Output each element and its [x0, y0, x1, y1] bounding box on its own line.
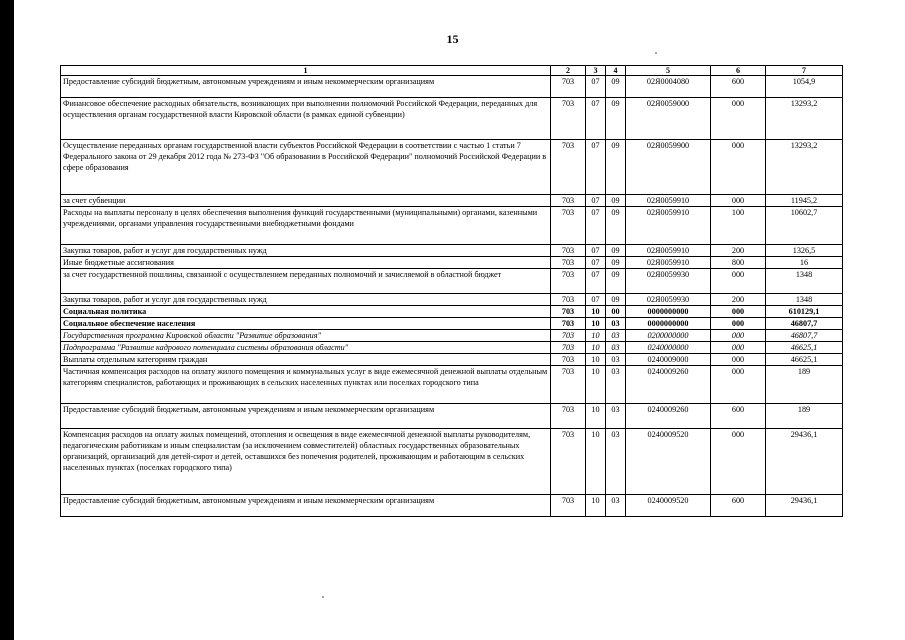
table-row	[61, 330, 843, 342]
section-code-cell: 10	[586, 354, 606, 366]
subsection-code-cell: 03	[606, 404, 626, 429]
row-description: Иные бюджетные ассигнования	[61, 257, 551, 269]
ministry-code-cell: 703	[551, 195, 586, 207]
section-code-cell: 10	[586, 318, 606, 330]
row-description: Частичная компенсация расходов на оплату жилого помещения и коммунальных услуг в виде ежемесячной денежной выплаты отдельным категориям специалистов, работающих и проживающих в сельских населенных пунктах или поселках городского типа	[61, 366, 551, 404]
target-article-cell: 02Я0059930	[626, 294, 711, 306]
row-description: Закупка товаров, работ и услуг для государственных нужд	[61, 245, 551, 257]
amount-cell: 1348	[766, 269, 843, 294]
target-article-cell: 0240009520	[626, 429, 711, 495]
section-code-cell: 10	[586, 342, 606, 354]
ministry-code-cell: 703	[551, 366, 586, 404]
ministry-code-cell: 703	[551, 354, 586, 366]
expense-type-cell: 000	[711, 318, 766, 330]
target-article-cell: 0240009520	[626, 495, 711, 517]
target-article-cell: 0200000000	[626, 330, 711, 342]
row-description: Социальное обеспечение населения	[61, 318, 551, 330]
target-article-cell: 0240009260	[626, 404, 711, 429]
section-code-cell: 07	[586, 207, 606, 245]
row-description: Финансовое обеспечение расходных обязательств, возникающих при выполнении полномочий Российской Федерации, переданных для осуществления органам государственной власти Кировской области (в рамках единой субвенции)	[61, 98, 551, 140]
expense-type-cell: 100	[711, 207, 766, 245]
subsection-code-cell: 09	[606, 76, 626, 98]
row-description: Подпрограмма "Развитие кадрового потенциала системы образования области"	[61, 342, 551, 354]
ministry-code-cell: 703	[551, 140, 586, 195]
expense-type-cell: 800	[711, 257, 766, 269]
subsection-code-cell: 09	[606, 207, 626, 245]
expense-type-cell: 600	[711, 404, 766, 429]
ministry-code-cell: 703	[551, 257, 586, 269]
target-article-cell: 0000000000	[626, 306, 711, 318]
subsection-code-cell: 03	[606, 342, 626, 354]
row-description: Закупка товаров, работ и услуг для государственных нужд	[61, 294, 551, 306]
table-row	[61, 404, 843, 429]
target-article-cell: 02Я0059000	[626, 98, 711, 140]
expense-type-cell: 000	[711, 140, 766, 195]
section-code-cell: 07	[586, 294, 606, 306]
expense-type-cell: 000	[711, 429, 766, 495]
amount-cell: 29436,1	[766, 429, 843, 495]
subsection-code-cell: 03	[606, 330, 626, 342]
subsection-code-cell: 03	[606, 429, 626, 495]
header-cell: 4	[606, 66, 626, 76]
page-number: 15	[446, 32, 459, 46]
row-description: Расходы на выплаты персоналу в целях обеспечения выполнения функций государственными (муниципальными) органами, казенными учреждениями, органами управления государственными внебюджетными фондами	[61, 207, 551, 245]
subsection-code-cell: 03	[606, 354, 626, 366]
scan-speck	[655, 52, 657, 54]
table-row	[61, 257, 843, 269]
row-description: Предоставление субсидий бюджетным, автономным учреждениям и иным некоммерческим организациям	[61, 76, 551, 98]
ministry-code-cell: 703	[551, 318, 586, 330]
target-article-cell: 02Я0059910	[626, 207, 711, 245]
header-cell: 6	[711, 66, 766, 76]
ministry-code-cell: 703	[551, 342, 586, 354]
expense-type-cell: 600	[711, 495, 766, 517]
table-row	[61, 366, 843, 404]
subsection-code-cell: 03	[606, 495, 626, 517]
target-article-cell: 02Я0059910	[626, 195, 711, 207]
header-cell: 7	[766, 66, 843, 76]
subsection-code-cell: 09	[606, 140, 626, 195]
table-row	[61, 98, 843, 140]
target-article-cell: 02Я0059930	[626, 269, 711, 294]
amount-cell: 189	[766, 404, 843, 429]
row-description: Предоставление субсидий бюджетным, автономным учреждениям и иным некоммерческим организациям	[61, 495, 551, 517]
subsection-code-cell: 09	[606, 98, 626, 140]
subsection-code-cell: 03	[606, 318, 626, 330]
table-row	[61, 342, 843, 354]
amount-cell: 1348	[766, 294, 843, 306]
table-row	[61, 269, 843, 294]
target-article-cell: 02Я0004080	[626, 76, 711, 98]
table-row	[61, 429, 843, 495]
row-description: Выплаты отдельным категориям граждан	[61, 354, 551, 366]
ministry-code-cell: 703	[551, 294, 586, 306]
row-description: за счет субвенции	[61, 195, 551, 207]
section-code-cell: 10	[586, 404, 606, 429]
ministry-code-cell: 703	[551, 207, 586, 245]
expense-type-cell: 200	[711, 294, 766, 306]
amount-cell: 46625,1	[766, 342, 843, 354]
ministry-code-cell: 703	[551, 98, 586, 140]
section-code-cell: 07	[586, 98, 606, 140]
table-row	[61, 195, 843, 207]
table-row	[61, 318, 843, 330]
amount-cell: 46807,7	[766, 330, 843, 342]
target-article-cell: 02Я0059910	[626, 257, 711, 269]
table-row	[61, 354, 843, 366]
amount-cell: 610129,1	[766, 306, 843, 318]
target-article-cell: 0240009000	[626, 354, 711, 366]
section-code-cell: 10	[586, 306, 606, 318]
target-article-cell: 0240000000	[626, 342, 711, 354]
amount-cell: 46625,1	[766, 354, 843, 366]
subsection-code-cell: 09	[606, 257, 626, 269]
subsection-code-cell: 09	[606, 269, 626, 294]
scan-edge-bar	[0, 0, 14, 640]
amount-cell: 13293,2	[766, 140, 843, 195]
expense-type-cell: 600	[711, 76, 766, 98]
table-header-row	[61, 66, 843, 76]
row-description: Социальная политика	[61, 306, 551, 318]
subsection-code-cell: 09	[606, 294, 626, 306]
subsection-code-cell: 09	[606, 245, 626, 257]
amount-cell: 46807,7	[766, 318, 843, 330]
target-article-cell: 0240009260	[626, 366, 711, 404]
table-row	[61, 245, 843, 257]
amount-cell: 16	[766, 257, 843, 269]
row-description: Предоставление субсидий бюджетным, автономным учреждениям и иным некоммерческим организациям	[61, 404, 551, 429]
section-code-cell: 07	[586, 195, 606, 207]
section-code-cell: 07	[586, 140, 606, 195]
subsection-code-cell: 00	[606, 306, 626, 318]
expense-type-cell: 000	[711, 195, 766, 207]
amount-cell: 29436,1	[766, 495, 843, 517]
section-code-cell: 10	[586, 366, 606, 404]
section-code-cell: 07	[586, 257, 606, 269]
row-description: Компенсация расходов на оплату жилых помещений, отопления и освещения в виде ежемесячной денежной выплаты руководителям, педагогическим работникам и иным специалистам (за исключением совместителей) областных государственных образовательных организаций, организаций для детей-сирот и детей, оставшихся без попечения родителей, проживающим и работающим в сельских населенных пунктах (поселках городского типа)	[61, 429, 551, 495]
table-row	[61, 207, 843, 245]
amount-cell: 189	[766, 366, 843, 404]
expense-type-cell: 000	[711, 354, 766, 366]
ministry-code-cell: 703	[551, 330, 586, 342]
expense-type-cell: 000	[711, 342, 766, 354]
amount-cell: 11945,2	[766, 195, 843, 207]
scan-speck	[322, 596, 324, 598]
section-code-cell: 07	[586, 269, 606, 294]
expense-type-cell: 000	[711, 269, 766, 294]
row-description: Государственная программа Кировской области "Развитие образования"	[61, 330, 551, 342]
section-code-cell: 07	[586, 245, 606, 257]
header-cell: 5	[626, 66, 711, 76]
header-cell: 2	[551, 66, 586, 76]
amount-cell: 13293,2	[766, 98, 843, 140]
row-description: Осуществление переданных органам государственной власти субъектов Российской Федерации в соответствии с частью 1 статьи 7 Федерального закона от 29 декабря 2012 года № 273-ФЗ "Об образовании в Российской Федерации" полномочий Российской Федерации в сфере образования	[61, 140, 551, 195]
expense-type-cell: 000	[711, 306, 766, 318]
ministry-code-cell: 703	[551, 76, 586, 98]
row-description: за счет государственной пошлины, связанной с осуществлением переданных полномочий и зачисляемой в областной бюджет	[61, 269, 551, 294]
expense-type-cell: 000	[711, 366, 766, 404]
table-row	[61, 294, 843, 306]
subsection-code-cell: 03	[606, 366, 626, 404]
section-code-cell: 07	[586, 76, 606, 98]
ministry-code-cell: 703	[551, 245, 586, 257]
budget-table	[60, 65, 843, 517]
header-cell: 1	[61, 66, 551, 76]
amount-cell: 10602,7	[766, 207, 843, 245]
table-row	[61, 76, 843, 98]
expense-type-cell: 000	[711, 330, 766, 342]
subsection-code-cell: 09	[606, 195, 626, 207]
section-code-cell: 10	[586, 330, 606, 342]
table-row	[61, 140, 843, 195]
target-article-cell: 02Я0059900	[626, 140, 711, 195]
ministry-code-cell: 703	[551, 404, 586, 429]
header-cell: 3	[586, 66, 606, 76]
section-code-cell: 10	[586, 429, 606, 495]
amount-cell: 1326,5	[766, 245, 843, 257]
ministry-code-cell: 703	[551, 269, 586, 294]
target-article-cell: 0000000000	[626, 318, 711, 330]
section-code-cell: 10	[586, 495, 606, 517]
table-row	[61, 495, 843, 517]
amount-cell: 1054,9	[766, 76, 843, 98]
target-article-cell: 02Я0059910	[626, 245, 711, 257]
ministry-code-cell: 703	[551, 306, 586, 318]
ministry-code-cell: 703	[551, 495, 586, 517]
table-row	[61, 306, 843, 318]
expense-type-cell: 000	[711, 98, 766, 140]
expense-type-cell: 200	[711, 245, 766, 257]
ministry-code-cell: 703	[551, 429, 586, 495]
